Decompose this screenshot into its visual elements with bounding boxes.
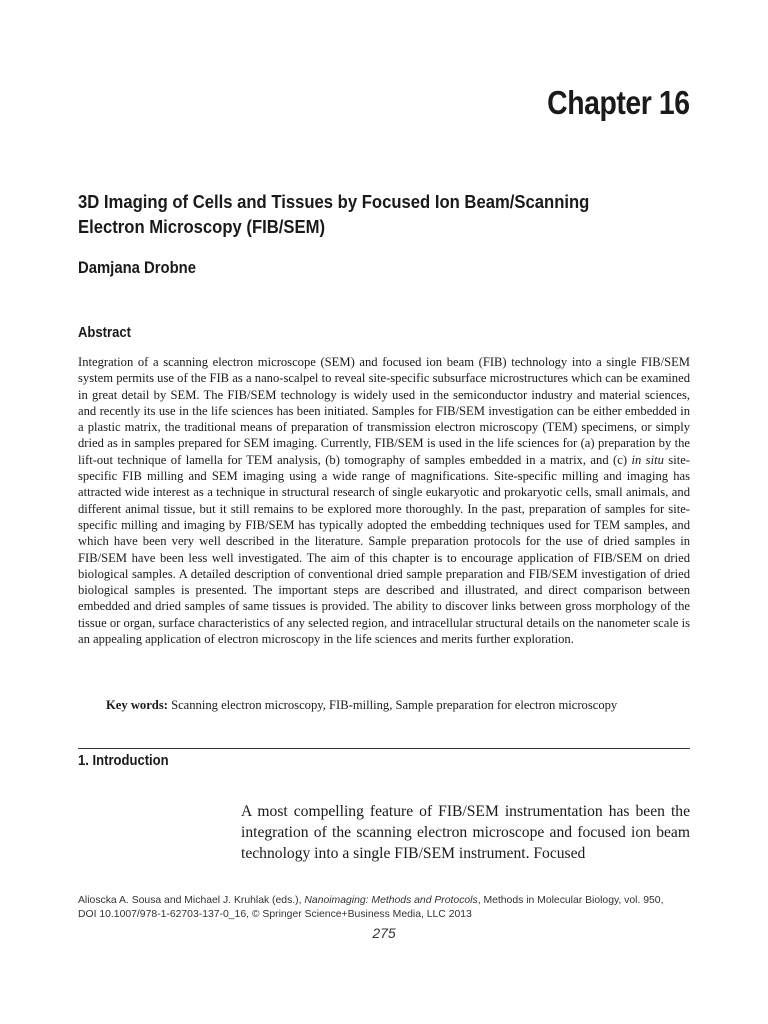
citation-doi: DOI 10.1007/978-1-62703-137-0_16, © Springer Science+Business Media, LLC 2013 [78,908,472,920]
citation-footer [78,894,690,921]
citation-line-1 [78,894,690,908]
abstract-text [78,354,690,647]
abstract-italic-term: in situ [631,452,664,467]
chapter-label: Chapter 16 [547,84,690,121]
citation-book-title: Nanoimaging: Methods and Protocols [304,895,478,906]
abstract-text-part-1: Integration of a scanning electron microscope (SEM) and focused ion beam (FIB) technology into a single FIB/SEM system permits use of the FIB as a nano-scalpel to reveal site-specific subsurface microstructures which can be examined in great detail by SEM. The FIB/SEM technology is widely used in the semiconductor industry and material sciences, and recently its use in the life sciences has been initiated. Samples for FIB/SEM investigation can be either embedded in a plastic matrix, the traditional means of preparation of transmission electron microscopy (TEM) specimens, or simply dried as in samples prepared for SEM imaging. Currently, FIB/SEM is used in the life sciences for (a) preparation by the lift-out technique of lamella for TEM analysis, (b) tomography of samples embedded in a matrix, and (c) [78,355,690,467]
keywords-line [106,697,706,713]
abstract-heading: Abstract [78,325,131,341]
introduction-heading: 1. Introduction [78,753,169,769]
chapter-title: 3D Imaging of Cells and Tissues by Focused Ion Beam/Scanning Electron Microscopy (FIB/SEM) [78,191,590,237]
introduction-text: A most compelling feature of FIB/SEM instrumentation has been the integration of the scanning electron microscope and focused ion beam technology into a single FIB/SEM instrument. Focused [241,803,690,862]
page-number: 275 [372,925,396,941]
keywords-text: Scanning electron microscopy, FIB-milling, Sample preparation for electron microscopy [167,698,618,712]
author-name: Damjana Drobne [78,259,197,277]
section-divider [78,748,690,749]
citation-editors: Alioscka A. Sousa and Michael J. Kruhlak (eds.), [78,895,305,906]
abstract-text-part-2: site-specific FIB milling and SEM imaging using a wide range of magnifications. Site-specific milling and imaging has attracted wide interest as a technique in structural research of single eukaryotic and prokaryotic cells, small animals, and different animal tissue, but it still remains to be explored more thoroughly. In the past, preparation of samples for site-specific milling and imaging by FIB/SEM has typically adopted the embedding techniques used for TEM samples, and which have been very well described in the literature. Sample preparation protocols for the use of dried samples in FIB/SEM have been less well investigated. The aim of this chapter is to encourage application of FIB/SEM on dried biological samples. A detailed description of conventional dried sample preparation and FIB/SEM investigation of dried biological samples is presented. The important steps are described and illustrated, and direct comparison between embedded and dried samples of same tissues is provided. The ability to discover links between gross morphology of the tissue or organ, surface characteristics of any selected region, and intracellular structural details on the nanometer scale is an appealing application of electron microscopy in the life sciences and merits further exploration. [78,452,690,647]
citation-series: , Methods in Molecular Biology, vol. 950, [477,895,664,906]
keywords-label: Key words: [106,698,168,712]
